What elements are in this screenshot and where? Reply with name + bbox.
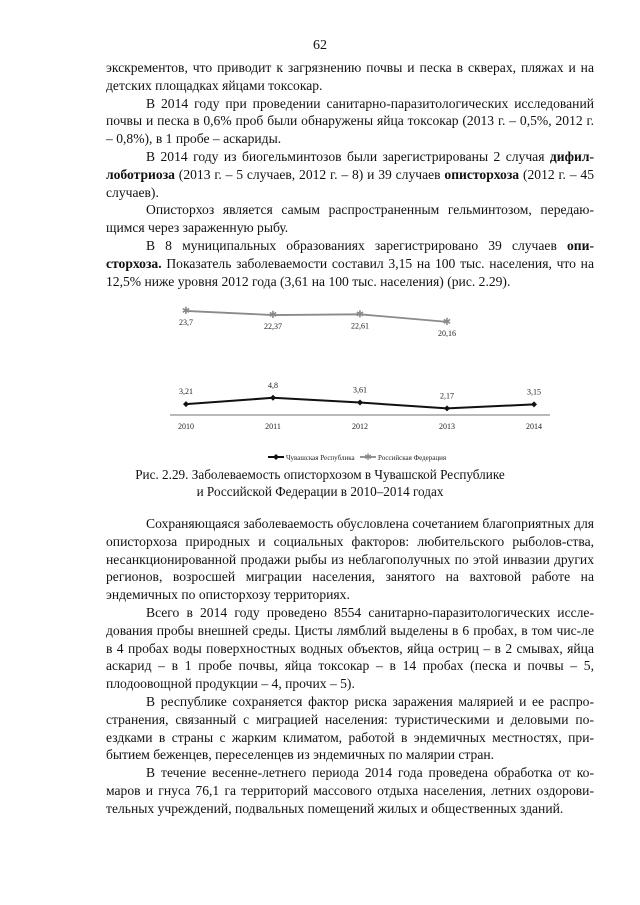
- caption-line-2: и Российской Федерации в 2010–2014 годах: [196, 484, 444, 499]
- data-point: [444, 405, 450, 411]
- series-line-russia: [186, 311, 447, 322]
- chart: [160, 296, 560, 466]
- data-point: [531, 401, 537, 407]
- bold-term: опи-сторхоза.: [106, 237, 594, 271]
- bold-term: дифил-лоботриоза: [106, 148, 594, 182]
- paragraph: Описторхоз является самым распространенным гельминтозом, передаю-щимся через зараженную рыбу.: [106, 202, 594, 236]
- x-tick-label: 2011: [265, 422, 281, 431]
- data-point: ✱: [268, 310, 278, 322]
- data-point: [270, 395, 276, 401]
- line-chart-svg: [160, 296, 560, 466]
- x-tick-label: 2014: [526, 422, 542, 431]
- data-point: [183, 401, 189, 407]
- data-point: ✱: [181, 305, 191, 317]
- paragraph: экскрементов, что приводит к загрязнению почвы и песка в скверах, пляжах и на детских площадках яйцами токсокар.: [106, 60, 594, 93]
- data-label: 3,15: [527, 387, 541, 397]
- bold-term: описторхоза: [444, 166, 520, 182]
- data-point: ✱: [442, 316, 452, 328]
- data-label: 3,21: [179, 387, 193, 397]
- paragraph: В течение весенне-летнего периода 2014 года проведена обработка от ко-маров и гнуса 76,1 га территорий массового отдыха населения, летних оздорови-тельных учреждений, подвальных помещений жилых и общественных зданий.: [106, 765, 594, 816]
- paragraph: В 2014 году при проведении санитарно-паразитологических исследований почвы и песка в 0,6% проб были обнаружены яйца токсокар (2013 г. – 0,5%, 2012 г. – 0,8%), в 1 пробе – аскариды.: [106, 95, 594, 147]
- data-label: 3,61: [353, 385, 367, 395]
- data-point: [357, 400, 363, 406]
- data-label: 23,7: [179, 317, 193, 327]
- data-point: ✱: [355, 309, 365, 321]
- figure-caption: [0, 466, 640, 500]
- data-label: 20,16: [438, 328, 456, 338]
- legend-marker-chuvash: [273, 454, 279, 460]
- data-label: 4,8: [268, 380, 278, 390]
- legend-label-chuvash: Чувашская Республика: [286, 454, 355, 462]
- paragraph: Всего в 2014 году проведено 8554 санитарно-паразитологических иссле-дования пробы внешней среды. Цисты лямблий выделены в 6 пробах, в том чис-ле в 4 пробах воды поверхностных водных объектов, яйца остриц – в 2 смывах, яйца аскарид – в 1 пробе почвы, яйца токсокар – в 14 пробах (песка и почвы – 5, плодоовощной продукции – 4, прочих – 5).: [106, 604, 594, 692]
- text-block-top: [106, 59, 594, 290]
- legend-label-russia: Российская Федерация: [378, 454, 447, 462]
- data-label: 22,37: [264, 322, 282, 332]
- paragraph: Сохраняющаяся заболеваемость обусловлена сочетанием благоприятных для описторхоза природных и социальных факторов: любительского рыболов-ства, несанкционированной продажи рыбы из неблагополучных по этой инвазии других регионов, возросшей миграции населения, занятого на вахтовой работе на эндемичных по описторхозу территориях.: [106, 516, 594, 603]
- text-block-bottom: [106, 515, 594, 818]
- x-tick-label: 2013: [439, 422, 455, 431]
- paragraph: В 8 муниципальных образованиях зарегистрировано 39 случаев опи-сторхоза. Показатель заболеваемости составил 3,15 на 100 тыс. населения, что на 12,5% ниже уровня 2012 года (3,61 на 100 тыс. населения) (рис. 2.29).: [106, 237, 594, 289]
- legend-marker-russia: ✱: [364, 452, 372, 462]
- caption-line-1: Рис. 2.29. Заболеваемость описторхозом в Чувашской Республике: [135, 467, 505, 482]
- data-label: 2,17: [440, 391, 454, 401]
- x-tick-label: 2012: [352, 422, 368, 431]
- paragraph: В республике сохраняется фактор риска заражения малярией и ее распро-странения, связанный с миграцией населения: туристическими и деловыми по-ездками в страны с жарким климатом, работой в эндемичных местностях, при-бытием беженцев, переселенцев из эндемичных по малярии стран.: [106, 693, 594, 763]
- paragraph: В 2014 году из биогельминтозов были зарегистрированы 2 случая дифил-лоботриоза (2013 г. – 5 случаев, 2012 г. – 8) и 39 случаев описторхоза (2012 г. – 45 случаев).: [106, 148, 594, 200]
- x-tick-label: 2010: [178, 422, 194, 431]
- data-label: 22,61: [351, 321, 369, 331]
- page-number: 62: [313, 38, 327, 53]
